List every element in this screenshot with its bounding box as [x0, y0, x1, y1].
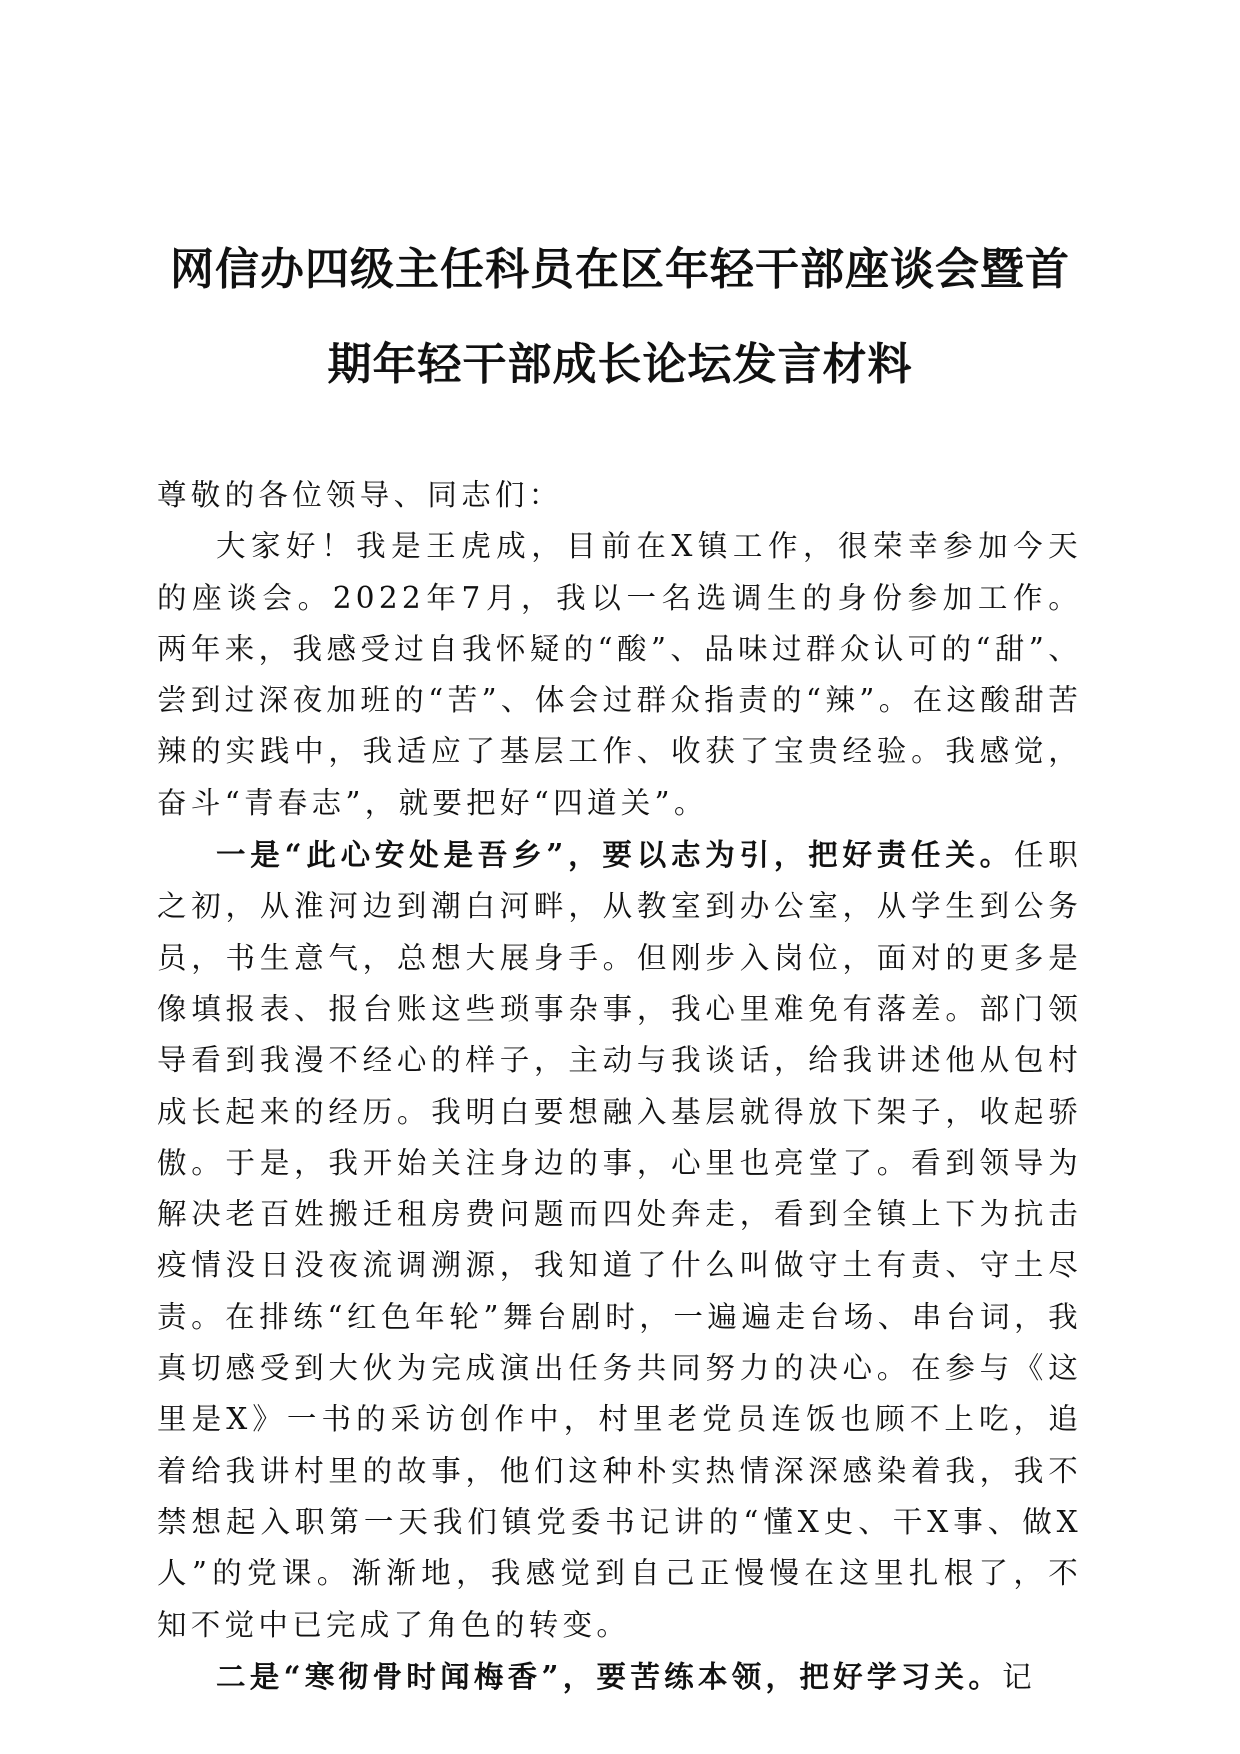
paragraph-point-one — [157, 829, 1082, 1651]
title-line-1: 网信办四级主任科员在区年轻干部座谈会暨首 — [170, 244, 1070, 295]
title-line-2: 期年轻干部成长论坛发言材料 — [327, 339, 913, 390]
paragraph-point-two — [157, 1651, 1082, 1703]
document-title — [150, 222, 1090, 412]
paragraph-text: 记 — [1002, 1659, 1036, 1694]
paragraph-text: 大家好！我是王虎成，目前在X镇工作，很荣幸参加今天的座谈会。2022年7月，我以一名选调生的身份参加工作。两年来，我感受过自我怀疑的“酸”、品味过群众认可的“甜”、尝到过深夜加班的“苦”、体会过群众指责的“辣”。在这酸甜苦辣的实践中，我适应了基层工作、收获了宝贵经验。我感觉，奋斗“青春志”，就要把好“四道关”。 — [157, 529, 1082, 820]
paragraph-lead: 一是“此心安处是吾乡”，要以志为引，把好责任关。 — [216, 837, 1014, 873]
paragraph-intro — [157, 521, 1082, 829]
paragraph-lead: 二是“寒彻骨时闻梅香”，要苦练本领，把好学习关。 — [216, 1658, 1003, 1694]
document-body — [157, 470, 1082, 1703]
paragraph-text: 任职之初，从淮河边到潮白河畔，从教室到办公室，从学生到公务员，书生意气，总想大展身手。但刚步入岗位，面对的更多是像填报表、报台账这些琐事杂事，我心里难免有落差。部门领导看到我漫不经心的样子，主动与我谈话，给我讲述他从包村成长起来的经历。我明白要想融入基层就得放下架子，收起骄傲。于是，我开始关注身边的事，心里也亮堂了。看到领导为解决老百姓搬迁租房费问题而四处奔走，看到全镇上下为抗击疫情没日没夜流调溯源，我知道了什么叫做守土有责、守土尽责。在排练“红色年轮”舞台剧时，一遍遍走台场、串台词，我真切感受到大伙为完成演出任务共同努力的决心。在参与《这里是X》一书的采访创作中，村里老党员连饭也顾不上吃，追着给我讲村里的故事，他们这种朴实热情深深感染着我，我不禁想起入职第一天我们镇党委书记讲的“懂X史、干X事、做X人”的党课。渐渐地，我感觉到自己正慢慢在这里扎根了，不知不觉中已完成了角色的转变。 — [157, 838, 1082, 1642]
salutation: 尊敬的各位领导、同志们： — [157, 478, 563, 512]
